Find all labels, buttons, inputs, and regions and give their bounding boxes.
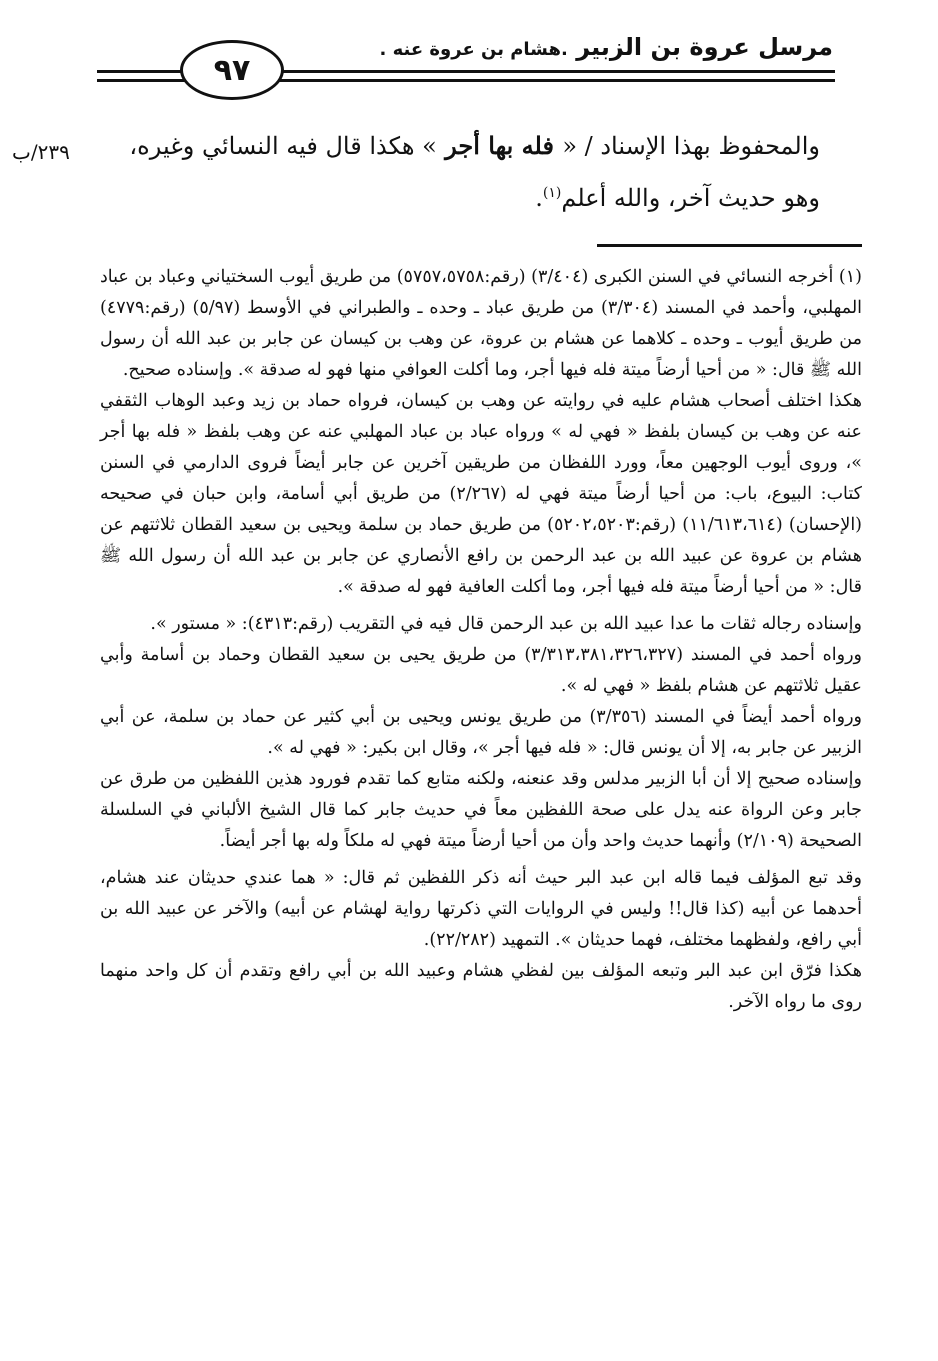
footnote-paragraph: ورواه أحمد في المسند (٣/٣١٣،٣٨١،٣٢٦،٣٢٧) من طريق يحيى بن سعيد القطان وحماد بن أسامة وأبي عقيل ثلاثتهم عن هشام بلفظ « فهي له ». — [100, 645, 863, 696]
footnote-paragraph: وإسناده صحيح إلا أن أبا الزبير مدلس وقد عنعنه، ولكنه متابع كما تقدم فورود هذين اللفظين من طرق عن جابر وعن الرواة عنه يدل على صحة اللفظين معاً في حديث جابر كما قال الشيخ الألباني في السلسلة الصحيحة (٢/١٠٩) وأنهما حديث واحد وأن من أحيا أرضاً ميتة فهي له ملكاً وله بها أجر أيضاً. — [100, 769, 862, 851]
margin-folio-note: ٢٣٩/ب — [12, 140, 70, 164]
running-header — [380, 32, 834, 65]
footnote-paragraph: ورواه أحمد أيضاً في المسند (٣/٣٥٦) من طريق يونس ويحيى بن أبي كثير عن حماد بن سلمة، عن أبي الزبير عن جابر به، إلا أن يونس قال: « فله فيها أجر »، وقال ابن بكير: « فهي له ». — [100, 707, 863, 758]
footnote-paragraph: (١) أخرجه النسائي في السنن الكبرى (٣/٤٠٤) (رقم:٥٧٥٧،٥٧٥٨) من طريق أيوب السختياني وعباد بن عباد المهلبي، وأحمد في المسند (٣/٣٠٤) من طريق عباد ـ وحده ـ والطبراني في الأوسط (٥/٩٧) (رقم:٤٧٧٩) من طريق أيوب ـ وحده ـ كلاهما عن هشام بن عروة، عن وهب بن كيسان عن جابر بن عبد الله أن رسول الله ﷺ قال: « من أحيا أرضاً ميتة فله فيها أجر، وما أكلت العوافي منها فهو له صدقة ». وإسناده صحيح. — [99, 267, 863, 380]
footnote-paragraph: هكذا فرّق ابن عبد البر وتبعه المؤلف بين لفظي هشام وعبيد الله بن أبي رافع وتقدم أن كل واحد منهما روى ما رواه الآخر. — [100, 961, 862, 1012]
quoted-phrase: فله بها أجر — [436, 131, 563, 160]
footnote-paragraph: وقد تبع المؤلف فيما قاله ابن عبد البر حيث أنه ذكر اللفظين ثم قال: « هما عندي حديثان عند هشام، أحدهما عن أبيه (كذا قال!! وليس في الروايات التي ذكرتها رواية لهشام عن أبيه) والآخر عن عبيد الله بن أبي رافع، ولفظهما مختلف، فهما حديثان ». التمهيد (٢٢/٢٨٢). — [100, 868, 862, 950]
section-title: .هشام بن عروة عنه . — [379, 39, 568, 60]
main-line-1: والمحفوظ بهذا الإسناد / « فله بها أجر » هكذا قال فيه النسائي وغيره، — [129, 131, 820, 160]
book-title: مرسل عروة بن الزبير — [576, 33, 833, 61]
footnotes — [100, 262, 862, 1018]
main-text — [80, 120, 820, 224]
footnote-paragraph: هكذا اختلف أصحاب هشام عليه في روايته عن وهب بن كيسان، فرواه حماد بن زيد وعبد الوهاب الثقفي عنه عن وهب بن كيسان بلفظ « فهي له » ورواه عباد بن عباد المهلبي عنه عن وهب بلفظ « فله بها أجر »، وروى أيوب الوجهين معاً، وورد اللفظان من طريقين آخرين عن جابر أيضاً فروى الدارمي في السنن كتاب: البيوع، باب: من أحيا أرضاً ميتة فهي له (٢/٢٦٧) من طريق أبي أسامة، وابن حبان في صحيحه (الإحسان) (١١/٦١٣،٦١٤) (رقم:٥٢٠٢،٥٢٠٣) من طريق حماد بن سلمة ويحيى بن سعيد القطان ثلاثتهم عن هشام بن عروة عن عبيد الله بن عبد الرحمن بن رافع الأنصاري عن جابر بن عبد الله أن رسول الله ﷺ قال: « من أحيا أرضاً ميتة فله فيها أجر، وما أكلت العافية فهو له صدقة ». — [100, 391, 863, 597]
page-number: ٩٧ — [180, 40, 284, 100]
footnote-paragraph: وإسناده رجاله ثقات ما عدا عبيد الله بن عبد الرحمن قال فيه في التقريب (رقم:٤٣١٣): « مستور ». — [150, 614, 862, 634]
main-line-2: وهو حديث آخر، والله أعلم$^{(١)}$. — [535, 184, 820, 212]
footnote-separator — [597, 244, 862, 247]
footnote-ref: (١) — [542, 185, 562, 201]
